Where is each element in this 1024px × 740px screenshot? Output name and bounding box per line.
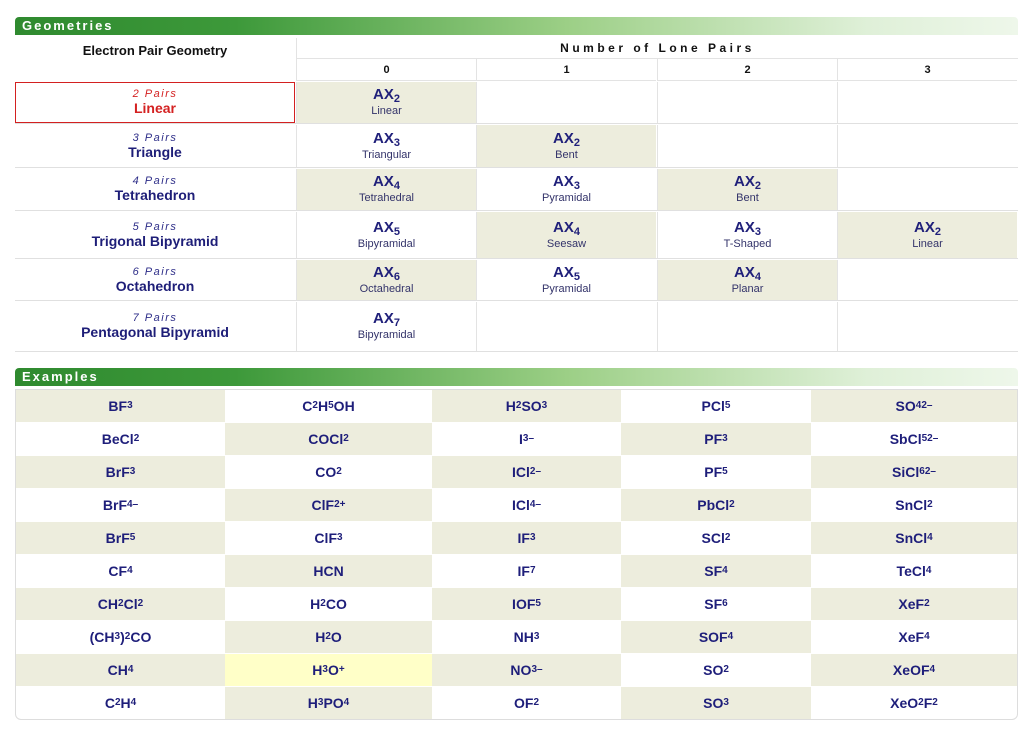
example-molecule[interactable]: ClF 2 + — [225, 489, 432, 522]
example-molecule[interactable]: CH 4 — [16, 654, 225, 687]
molecular-shape-cell — [657, 125, 837, 167]
molecular-shape-cell[interactable] — [296, 212, 476, 258]
example-molecule[interactable]: CO 2 — [225, 456, 432, 489]
example-molecule[interactable]: SbCl 5 2– — [811, 423, 1017, 456]
example-molecule[interactable]: SnCl 4 — [811, 522, 1017, 555]
example-molecule[interactable]: H 2 CO — [225, 588, 432, 621]
example-molecule[interactable]: XeF 2 — [811, 588, 1017, 621]
example-molecule[interactable]: SiCl 6 2– — [811, 456, 1017, 489]
example-molecule[interactable]: SnCl 2 — [811, 489, 1017, 522]
shape-name: Bipyramidal — [357, 329, 416, 341]
geometries-table — [15, 38, 1018, 352]
example-molecule[interactable]: XeO 2 F 2 — [811, 687, 1017, 720]
ax-formula: $AX_2$ — [734, 173, 761, 192]
shape-name: Bent — [736, 192, 759, 204]
molecular-shape-cell — [837, 82, 1017, 123]
example-molecule[interactable]: BrF 3 — [16, 456, 225, 489]
geometry-name: Linear — [133, 100, 176, 116]
shape-name: Tetrahedral — [358, 192, 415, 204]
example-molecule[interactable]: SO 4 2– — [811, 390, 1017, 423]
geometries-section-title: Geometries — [15, 17, 1018, 35]
lone-pairs-col-0: 0 — [296, 59, 476, 81]
ax-formula: $AX_7$ — [373, 310, 400, 329]
example-molecule[interactable]: ClF 3 — [225, 522, 432, 555]
example-molecule[interactable]: NH 3 — [432, 621, 621, 654]
example-molecule[interactable]: PbCl 2 — [621, 489, 811, 522]
shape-name: Planar — [731, 282, 764, 295]
example-molecule[interactable]: ICl 4 – — [432, 489, 621, 522]
example-molecule[interactable]: PCl 5 — [621, 390, 811, 423]
shape-name: Seesaw — [546, 237, 587, 250]
example-molecule[interactable]: BF 3 — [16, 390, 225, 423]
pair-count: 7 Pairs — [132, 312, 178, 324]
molecular-shape-cell — [657, 82, 837, 123]
lone-pairs-col-1: 1 — [476, 59, 656, 81]
molecular-shape-cell[interactable] — [476, 260, 656, 300]
example-molecule[interactable]: CH 2 Cl 2 — [16, 588, 225, 621]
molecular-shape-cell — [837, 302, 1017, 351]
example-molecule[interactable]: BeCl 2 — [16, 423, 225, 456]
geometry-name: Octahedron — [115, 277, 195, 294]
example-molecule[interactable]: C 2 H 4 — [16, 687, 225, 720]
geometry-row — [15, 125, 1018, 168]
shape-name: Linear — [371, 105, 402, 117]
molecular-shape-cell[interactable] — [296, 125, 476, 167]
molecular-shape-cell[interactable] — [476, 169, 656, 210]
example-molecule[interactable]: H 3 O + — [225, 654, 432, 687]
pair-count: 6 Pairs — [132, 265, 178, 278]
molecular-shape-cell — [476, 82, 656, 123]
molecular-shape-cell[interactable] — [657, 260, 837, 300]
example-molecule[interactable]: PF 5 — [621, 456, 811, 489]
ax-formula: $AX_5$ — [373, 218, 400, 238]
example-molecule[interactable]: CF 4 — [16, 555, 225, 588]
geometry-row — [15, 82, 1018, 124]
example-molecule[interactable]: SF 6 — [621, 588, 811, 621]
example-molecule[interactable]: TeCl 4 — [811, 555, 1017, 588]
pair-count: 2 Pairs — [132, 88, 178, 100]
molecular-shape-cell — [657, 302, 837, 351]
lone-pairs-col-2: 2 — [657, 59, 837, 81]
electron-pair-geometry-header: Electron Pair Geometry — [82, 43, 228, 58]
geometry-label[interactable] — [15, 212, 295, 258]
molecular-shape-cell[interactable] — [657, 212, 837, 258]
lone-pairs-col-3: 3 — [837, 59, 1017, 81]
ax-formula: $AX_5$ — [553, 263, 580, 283]
lone-pairs-header: Number of Lone Pairs — [296, 38, 1018, 59]
pair-count: 4 Pairs — [132, 175, 178, 187]
shape-name: Pyramidal — [542, 282, 591, 295]
example-molecule[interactable]: H 2 O — [225, 621, 432, 654]
geometry-row — [15, 212, 1018, 259]
example-molecule[interactable]: IF 7 — [432, 555, 621, 588]
shape-name: Triangular — [361, 148, 412, 161]
molecular-shape-cell[interactable] — [296, 82, 476, 123]
shape-name: T-Shaped — [723, 237, 772, 250]
example-molecule[interactable]: SO 2 — [621, 654, 811, 687]
shape-name: Bipyramidal — [357, 237, 416, 250]
geometry-label[interactable] — [15, 125, 295, 167]
pair-count: 3 Pairs — [132, 131, 178, 144]
ax-formula: $AX_4$ — [734, 263, 761, 283]
ax-formula: $AX_4$ — [553, 218, 580, 238]
geometry-label[interactable] — [15, 82, 295, 123]
example-molecule[interactable]: I 3 – — [432, 423, 621, 456]
molecular-shape-cell[interactable] — [657, 169, 837, 210]
shape-name: Pyramidal — [542, 192, 591, 204]
example-molecule[interactable]: ICl 2 – — [432, 456, 621, 489]
example-molecule[interactable]: NO 3 – — [432, 654, 621, 687]
molecular-shape-cell — [476, 302, 656, 351]
geometry-label[interactable] — [15, 302, 295, 351]
molecular-shape-cell — [837, 260, 1017, 300]
geometry-name: Triangle — [128, 143, 182, 160]
pair-count: 5 Pairs — [132, 220, 178, 233]
ax-formula: $AX_2$ — [373, 86, 400, 105]
ax-formula: $AX_2$ — [553, 129, 580, 149]
molecular-shape-cell[interactable] — [296, 302, 476, 351]
example-molecule[interactable]: SCl 2 — [621, 522, 811, 555]
example-molecule[interactable]: BrF 4 – — [16, 489, 225, 522]
molecular-shape-cell[interactable] — [476, 212, 656, 258]
geometry-label[interactable] — [15, 169, 295, 210]
geometry-row — [15, 169, 1018, 211]
example-molecule[interactable]: PF 3 — [621, 423, 811, 456]
example-molecule[interactable]: OF 2 — [432, 687, 621, 720]
molecular-shape-cell[interactable] — [837, 212, 1017, 258]
example-molecule[interactable]: H 3 PO 4 — [225, 687, 432, 720]
molecular-shape-cell[interactable] — [296, 260, 476, 300]
example-molecule[interactable]: IOF 5 — [432, 588, 621, 621]
molecular-shape-cell — [837, 169, 1017, 210]
ax-formula: $AX_4$ — [373, 173, 400, 192]
molecular-shape-cell[interactable] — [476, 125, 656, 167]
shape-name: Bent — [555, 148, 578, 161]
ax-formula: $AX_3$ — [553, 173, 580, 192]
shape-name: Linear — [912, 237, 943, 250]
ax-formula: $AX_3$ — [734, 218, 761, 238]
example-molecule[interactable]: (CH 3 ) 2 CO — [16, 621, 225, 654]
ax-formula: $AX_2$ — [914, 218, 941, 238]
example-molecule[interactable]: SF 4 — [621, 555, 811, 588]
examples-section-title: Examples — [15, 368, 1018, 386]
example-molecule[interactable]: IF 3 — [432, 522, 621, 555]
molecular-shape-cell[interactable] — [296, 169, 476, 210]
example-molecule[interactable]: XeF 4 — [811, 621, 1017, 654]
example-molecule[interactable]: C 2 H 5 OH — [225, 390, 432, 423]
geometry-name: Tetrahedron — [114, 187, 196, 203]
geometry-name: Trigonal Bipyramid — [91, 232, 219, 249]
geometry-name: Pentagonal Bipyramid — [81, 324, 229, 340]
example-molecule[interactable]: SOF 4 — [621, 621, 811, 654]
shape-name: Octahedral — [359, 282, 414, 295]
geometry-row — [15, 302, 1018, 352]
ax-formula: $AX_3$ — [373, 129, 400, 149]
example-molecule[interactable]: SO 3 — [621, 687, 811, 720]
example-molecule[interactable]: HCN — [225, 555, 432, 588]
example-molecule[interactable]: COCl 2 — [225, 423, 432, 456]
molecular-shape-cell — [837, 125, 1017, 167]
example-molecule[interactable]: XeOF 4 — [811, 654, 1017, 687]
geometry-row — [15, 260, 1018, 301]
example-molecule[interactable]: BrF 5 — [16, 522, 225, 555]
example-molecule[interactable]: H 2 SO 3 — [432, 390, 621, 423]
ax-formula: $AX_6$ — [373, 263, 400, 283]
examples-grid — [15, 389, 1018, 720]
geometry-label[interactable] — [15, 260, 295, 300]
